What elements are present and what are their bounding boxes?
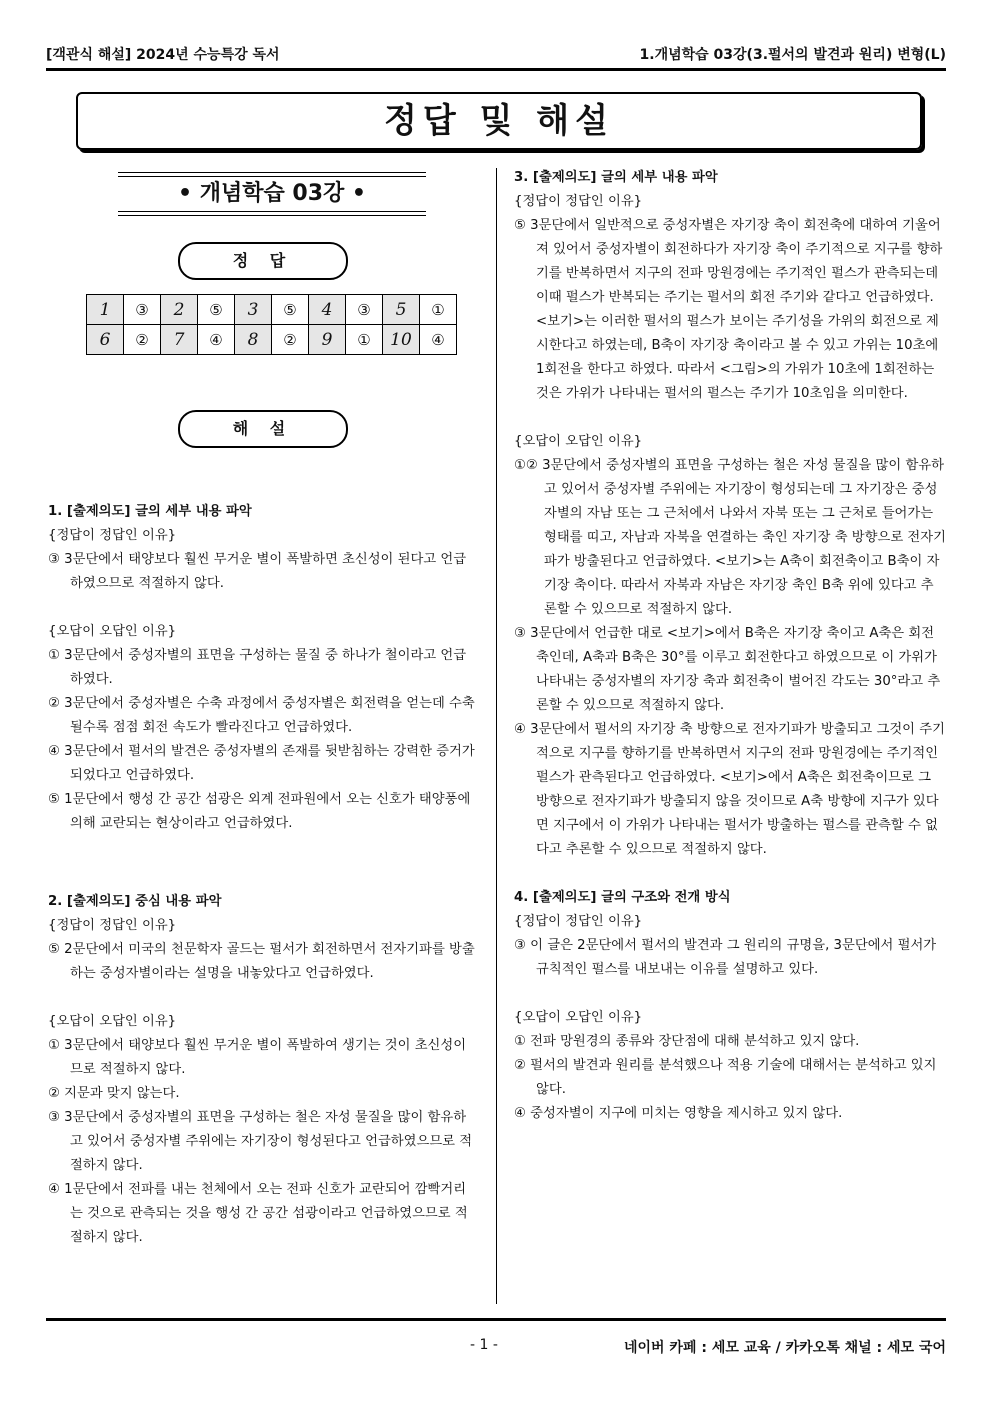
explanation-text: 1문단에서 행성 간 공간 섬광은 외계 전파원에서 오는 신호가 태양풍에 의해 교란되는 현상이라고 언급하였다. bbox=[64, 792, 471, 831]
choice-mark: ③ bbox=[514, 938, 526, 953]
explanation-text: 3문단에서 태양보다 훨씬 무거운 별이 폭발하여 생기는 것이 초신성이므로 적절하지 않다. bbox=[64, 1038, 467, 1077]
choice-mark: ② bbox=[48, 696, 60, 711]
question-heading: 1. [출제의도] 글의 세부 내용 파악 bbox=[48, 504, 252, 519]
explanation-item bbox=[48, 938, 476, 986]
explanation-item bbox=[48, 1178, 476, 1250]
explanation-item bbox=[48, 692, 476, 740]
answer-number: 8 bbox=[235, 325, 272, 355]
header-left: [객관식 해설] 2024년 수능특강 독서 bbox=[46, 47, 280, 63]
choice-mark: ③ bbox=[514, 626, 526, 641]
choice-mark: ⑤ bbox=[48, 942, 60, 957]
answer-number: 3 bbox=[235, 295, 272, 325]
unit-title: • 개념학습 03강 • bbox=[118, 172, 426, 216]
explanation-text: 3문단에서 펄서의 발견은 중성자별의 존재를 뒷받침하는 강력한 증거가 되었다고 언급하였다. bbox=[64, 744, 475, 783]
explanation-item bbox=[514, 934, 946, 982]
explanation-item bbox=[48, 644, 476, 692]
wrong-reason-label: {오답이 오답인 이유} bbox=[514, 1010, 643, 1025]
explanation-item bbox=[48, 788, 476, 836]
answer-choice: ④ bbox=[198, 325, 235, 355]
answer-row bbox=[87, 325, 457, 355]
answer-choice: ② bbox=[124, 325, 161, 355]
explanation-text: 3문단에서 중성자별의 표면을 구성하는 물질 중 하나가 철이라고 언급하였다. bbox=[64, 648, 467, 687]
answer-number: 4 bbox=[309, 295, 346, 325]
answer-number: 1 bbox=[87, 295, 124, 325]
correct-reason-label: {정답이 정답인 이유} bbox=[514, 194, 643, 209]
explanation-text: 3문단에서 일반적으로 중성자별은 자기장 축이 회전축에 대하여 기울어져 있어서 중성자별이 회전하다가 자기장 축이 주기적으로 지구를 향하기를 반복하면서 지구의 전파 망원경에는 주기적인 펄스가 관측되는데 이때 펄스가 반복되는 주기는 펄서의 회전 주기와 같다고 언급하였다. <보기>는 이러한 펄서의 펄스가 보이는 주기성을 가위의 회전으로 제시한다고 하였는데, B축이 자기장 축이라고 볼 수 있고 가위는 10초에 1회전을 한다고 하였다. 따라서 <그림>의 가위가 10초에 1회전하는 것은 가위가 나타내는 펄서의 펄스는 주기가 10초임을 의미한다. bbox=[530, 218, 943, 401]
explanation-text: 3문단에서 펄서의 자기장 축 방향으로 전자기파가 방출되고 그것이 주기적으로 지구를 향하기를 반복하면서 지구의 전파 망원경에는 주기적인 펄스가 관측된다고 언급하였다. <보기>에서 A축은 회전축이므로 그 방향으로 전자기파가 방출되지 않을 것이므로 A축 방향에 지구가 있다면 지구에서 이 가위가 나타내는 펄서가 방출하는 펄스를 관측할 수 없다고 추론할 수 있으므로 적절하지 않다. bbox=[530, 722, 945, 857]
header-right: 1.개념학습 03강(3.펄서의 발견과 원리) 변형(L) bbox=[639, 47, 946, 63]
choice-mark: ④ bbox=[48, 744, 60, 759]
explanation-item bbox=[514, 214, 946, 406]
explanation-item bbox=[514, 1030, 946, 1054]
correct-reason-label: {정답이 정답인 이유} bbox=[48, 918, 177, 933]
answer-label: 정 답 bbox=[178, 242, 348, 280]
answer-number: 9 bbox=[309, 325, 346, 355]
choice-mark: ④ bbox=[514, 1106, 526, 1121]
choice-mark: ② bbox=[514, 1058, 526, 1073]
question-heading: 3. [출제의도] 글의 세부 내용 파악 bbox=[514, 170, 718, 185]
answer-choice: ② bbox=[272, 325, 309, 355]
page-number: - 1 - bbox=[470, 1337, 498, 1353]
left-column bbox=[48, 500, 476, 1250]
page-title: 정답 및 해설 bbox=[76, 92, 922, 150]
footer-text: 네이버 카페 : 세모 교육 / 카카오톡 채널 : 세모 국어 bbox=[623, 1340, 946, 1356]
explanation-text: 중성자별이 지구에 미치는 영향을 제시하고 있지 않다. bbox=[530, 1106, 843, 1121]
choice-mark: ③ bbox=[48, 1110, 60, 1125]
correct-reason-label: {정답이 정답인 이유} bbox=[514, 914, 643, 929]
answer-choice: ⑤ bbox=[272, 295, 309, 325]
choice-mark: ④ bbox=[514, 722, 526, 737]
choice-mark: ① bbox=[48, 648, 60, 663]
choice-mark: ③ bbox=[48, 552, 60, 567]
explanation-text: 지문과 맞지 않는다. bbox=[64, 1086, 180, 1101]
explanation-text: 펄서의 발견과 원리를 분석했으나 적용 기술에 대해서는 분석하고 있지 않다. bbox=[530, 1058, 937, 1097]
explanation-text: 3문단에서 중성자별은 수축 과정에서 중성자별은 회전력을 얻는데 수축될수록 점점 회전 속도가 빨라진다고 언급하였다. bbox=[64, 696, 475, 735]
page-header bbox=[46, 44, 946, 64]
answer-choice: ③ bbox=[124, 295, 161, 325]
explanation-text: 전파 망원경의 종류와 장단점에 대해 분석하고 있지 않다. bbox=[530, 1034, 860, 1049]
explanation-text: 3문단에서 중성자별의 표면을 구성하는 철은 자성 물질을 많이 함유하고 있어서 중성자별 주위에는 자기장이 형성된다고 언급하였으므로 적절하지 않다. bbox=[64, 1110, 473, 1173]
choice-mark: ⑤ bbox=[48, 792, 60, 807]
explanation-text: 이 글은 2문단에서 펄서의 발견과 그 원리의 규명을, 3문단에서 펄서가 규칙적인 펄스를 내보내는 이유를 설명하고 있다. bbox=[530, 938, 937, 977]
answer-number: 6 bbox=[87, 325, 124, 355]
answer-number: 10 bbox=[383, 325, 420, 355]
explanation-text: 3문단에서 태양보다 훨씬 무거운 별이 폭발하면 초신성이 된다고 언급하였으므로 적절하지 않다. bbox=[64, 552, 467, 591]
explanation-item bbox=[514, 718, 946, 862]
answer-choice: ① bbox=[420, 295, 457, 325]
footer-rule bbox=[46, 1318, 946, 1321]
answer-number: 2 bbox=[161, 295, 198, 325]
answer-choice: ④ bbox=[420, 325, 457, 355]
choice-mark: ①② bbox=[514, 458, 538, 473]
explanation-text: 3문단에서 중성자별의 표면을 구성하는 철은 자성 물질을 많이 함유하고 있어서 중성자별 주위에는 자기장이 형성되는데 그 자기장은 중성자별의 자남 또는 그 근처에서 나와서 자북 또는 그 근처로 들어가는 형태를 띠고, 자남과 자북을 연결하는 축인 자기장 축 방향으로 전자기파가 방출된다고 언급하였다. <보기>는 A축이 회전축이고 B축이 자기장 축이다. 따라서 자북과 자남은 자기장 축인 B축 위에 있다고 추론할 수 있으므로 적절하지 않다. bbox=[542, 458, 946, 617]
explanation-item bbox=[48, 1082, 476, 1106]
choice-mark: ④ bbox=[48, 1182, 60, 1197]
explanation-item bbox=[48, 548, 476, 596]
answer-table bbox=[86, 294, 457, 355]
answer-choice: ① bbox=[346, 325, 383, 355]
answer-row bbox=[87, 295, 457, 325]
explanation-label: 해 설 bbox=[178, 410, 348, 448]
right-column bbox=[514, 166, 946, 1126]
header-rule bbox=[46, 68, 946, 71]
choice-mark: ② bbox=[48, 1086, 60, 1101]
explanation-text: 1문단에서 전파를 내는 천체에서 오는 전파 신호가 교란되어 깜빡거리는 것으로 관측되는 것을 행성 간 공간 섬광이라고 언급하였으므로 적절하지 않다. bbox=[64, 1182, 468, 1245]
explanation-item bbox=[514, 1054, 946, 1102]
explanation-text: 3문단에서 언급한 대로 <보기>에서 B축은 자기장 축이고 A축은 회전축인데, A축과 B축은 30°를 이루고 회전한다고 하였으므로 이 가위가 나타내는 중성자별의 자기장 축과 회전축이 벌어진 각도는 30°라고 추론할 수 있으므로 적절하지 않다. bbox=[530, 626, 941, 713]
explanation-item bbox=[48, 1106, 476, 1178]
wrong-reason-label: {오답이 오답인 이유} bbox=[48, 624, 177, 639]
question-heading: 2. [출제의도] 중심 내용 파악 bbox=[48, 894, 222, 909]
wrong-reason-label: {오답이 오답인 이유} bbox=[48, 1014, 177, 1029]
explanation-text: 2문단에서 미국의 천문학자 골드는 펄서가 회전하면서 전자기파를 방출하는 중성자별이라는 설명을 내놓았다고 언급하였다. bbox=[64, 942, 475, 981]
choice-mark: ① bbox=[48, 1038, 60, 1053]
explanation-item bbox=[48, 740, 476, 788]
question-heading: 4. [출제의도] 글의 구조와 전개 방식 bbox=[514, 890, 731, 905]
answer-choice: ⑤ bbox=[198, 295, 235, 325]
explanation-item bbox=[514, 454, 946, 622]
answer-choice: ③ bbox=[346, 295, 383, 325]
wrong-reason-label: {오답이 오답인 이유} bbox=[514, 434, 643, 449]
choice-mark: ① bbox=[514, 1034, 526, 1049]
answer-number: 5 bbox=[383, 295, 420, 325]
explanation-item bbox=[48, 1034, 476, 1082]
explanation-item bbox=[514, 622, 946, 718]
explanation-item bbox=[514, 1102, 946, 1126]
choice-mark: ⑤ bbox=[514, 218, 526, 233]
correct-reason-label: {정답이 정답인 이유} bbox=[48, 528, 177, 543]
answer-number: 7 bbox=[161, 325, 198, 355]
column-divider bbox=[496, 168, 497, 1304]
